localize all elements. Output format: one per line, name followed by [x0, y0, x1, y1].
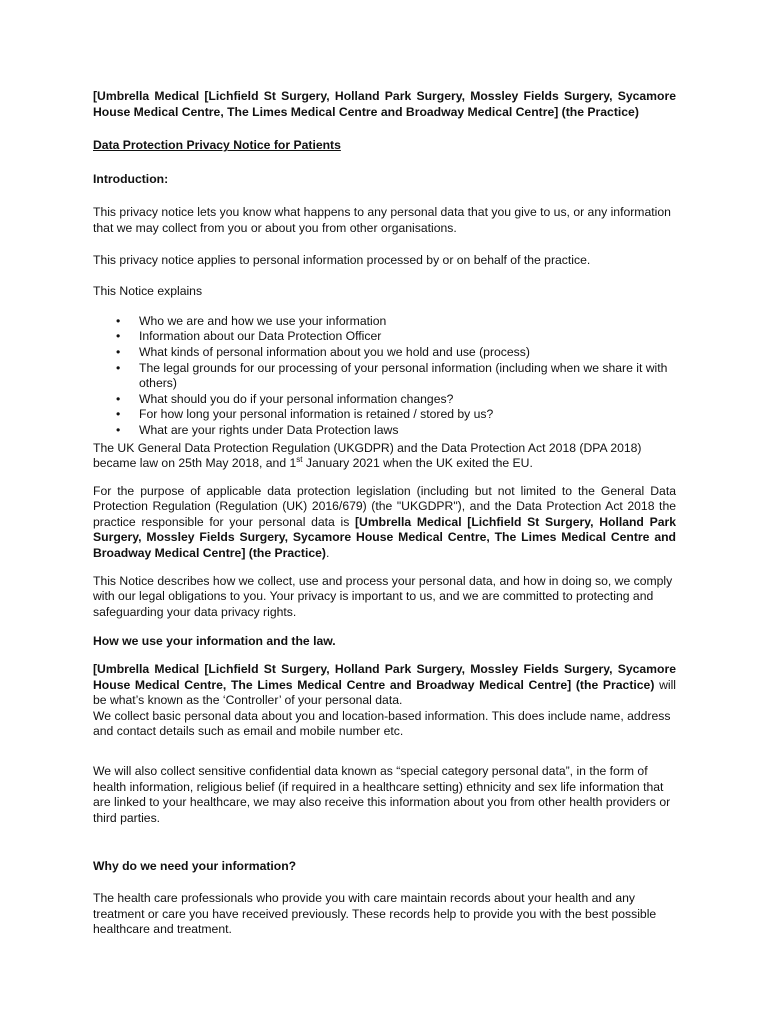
- list-item: [93, 361, 676, 392]
- list-item-text: The legal grounds for our processing of your personal information (including when we share it with others): [139, 360, 668, 391]
- bullet-icon: •: [116, 422, 121, 437]
- list-item-text: What are your rights under Data Protection laws: [139, 422, 399, 437]
- list-item: [93, 329, 676, 345]
- collect-basic-paragraph: We collect basic personal data about you and location-based information. This does include name, address and contact details such as email and mobile number etc.: [93, 708, 671, 739]
- document-title: Data Protection Privacy Notice for Patients: [93, 138, 341, 153]
- introduction-heading: Introduction:: [93, 171, 169, 186]
- list-item: [93, 423, 676, 439]
- list-item-text: Information about our Data Protection Officer: [139, 329, 382, 344]
- practice-title: [Umbrella Medical [Lichfield St Surgery, Holland Park Surgery, Mossley Fields Surgery, Sycamore House Medical Centre, The Limes Medical Centre and Broadway Medical Centre] (the Practice): [93, 89, 676, 119]
- purpose-paragraph: [93, 484, 676, 562]
- list-item: [93, 345, 676, 361]
- purpose-practice-name: [Umbrella Medical [Lichfield St Surgery, Holland Park Surgery, Mossley Fields Surgery, Sycamore House Medical Centre, The Limes Medical Centre and Broadway Medical Centre] (the Practice): [93, 514, 676, 561]
- bullet-icon: •: [116, 360, 121, 375]
- bullet-icon: •: [116, 329, 121, 344]
- how-we-use-heading: How we use your information and the law.: [93, 634, 336, 649]
- controller-practice-name: [Umbrella Medical [Lichfield St Surgery, Holland Park Surgery, Mossley Fields Surgery, Sycamore House Medical Centre, The Limes Medical Centre and Broadway Medical Centre] (the Practice): [93, 662, 676, 692]
- bullet-icon: •: [116, 391, 121, 406]
- notice-explains-label: This Notice explains: [93, 284, 203, 299]
- intro-paragraph-1: This privacy notice lets you know what happens to any personal data that you give to us, or any information that we may collect from you or about you from other organisations.: [93, 205, 671, 235]
- list-item-text: What should you do if your personal information changes?: [139, 391, 454, 406]
- gdpr-text-part-2: January 2021 when the UK exited the EU.: [302, 456, 533, 471]
- list-item: [93, 314, 676, 330]
- controller-paragraph: [93, 662, 676, 709]
- list-item-text: For how long your personal information is retained / stored by us?: [139, 407, 494, 422]
- purpose-text: For the purpose of applicable data protection legislation (including but not limited to the General Data Protection Regulation (Regulation (UK) 2016/679) (the "UKGDPR"), and the Data Protection Act 2018 the practice responsible for your personal data is: [93, 483, 676, 529]
- why-need-paragraph: The health care professionals who provide you with care maintain records about your health and any treatment or care you have received previously. These records help to provide you with the best possible healthcare and treatment.: [93, 890, 657, 937]
- purpose-end: .: [326, 546, 330, 561]
- bullet-icon: •: [116, 344, 121, 359]
- document-page: [93, 89, 676, 938]
- bullet-icon: •: [116, 407, 121, 422]
- controller-text: will be what’s known as the ‘Controller’ of your personal data.: [93, 677, 676, 708]
- list-item-text: What kinds of personal information about you we hold and use (process): [139, 344, 530, 359]
- list-item-text: Who we are and how we use your information: [139, 313, 387, 328]
- gdpr-paragraph: [93, 441, 676, 472]
- bullet-icon: •: [116, 313, 121, 328]
- why-need-heading: Why do we need your information?: [93, 859, 297, 874]
- intro-paragraph-2: This privacy notice applies to personal information processed by or on behalf of the practice.: [93, 252, 591, 267]
- notice-explains-list: [93, 314, 676, 439]
- list-item: [93, 392, 676, 408]
- sensitive-data-paragraph: We will also collect sensitive confidential data known as “special category personal data”, in the form of health information, religious belief (if required in a healthcare setting) ethnicity and sex life information that are linked to your healthcare, we may also receive this information about you from other health providers or third parties.: [93, 764, 671, 825]
- gdpr-text-part-1: The UK General Data Protection Regulation (UKGDPR) and the Data Protection Act 2018 (DPA 2018) became law on 25th May 2018, and 1: [93, 440, 642, 471]
- ordinal-suffix: st: [296, 455, 303, 465]
- describes-paragraph: This Notice describes how we collect, use and process your personal data, and how in doing so, we comply with our legal obligations to you. Your privacy is important to us, and we are committed to protecting and safeguarding your data privacy rights.: [93, 573, 673, 619]
- list-item: [93, 407, 676, 423]
